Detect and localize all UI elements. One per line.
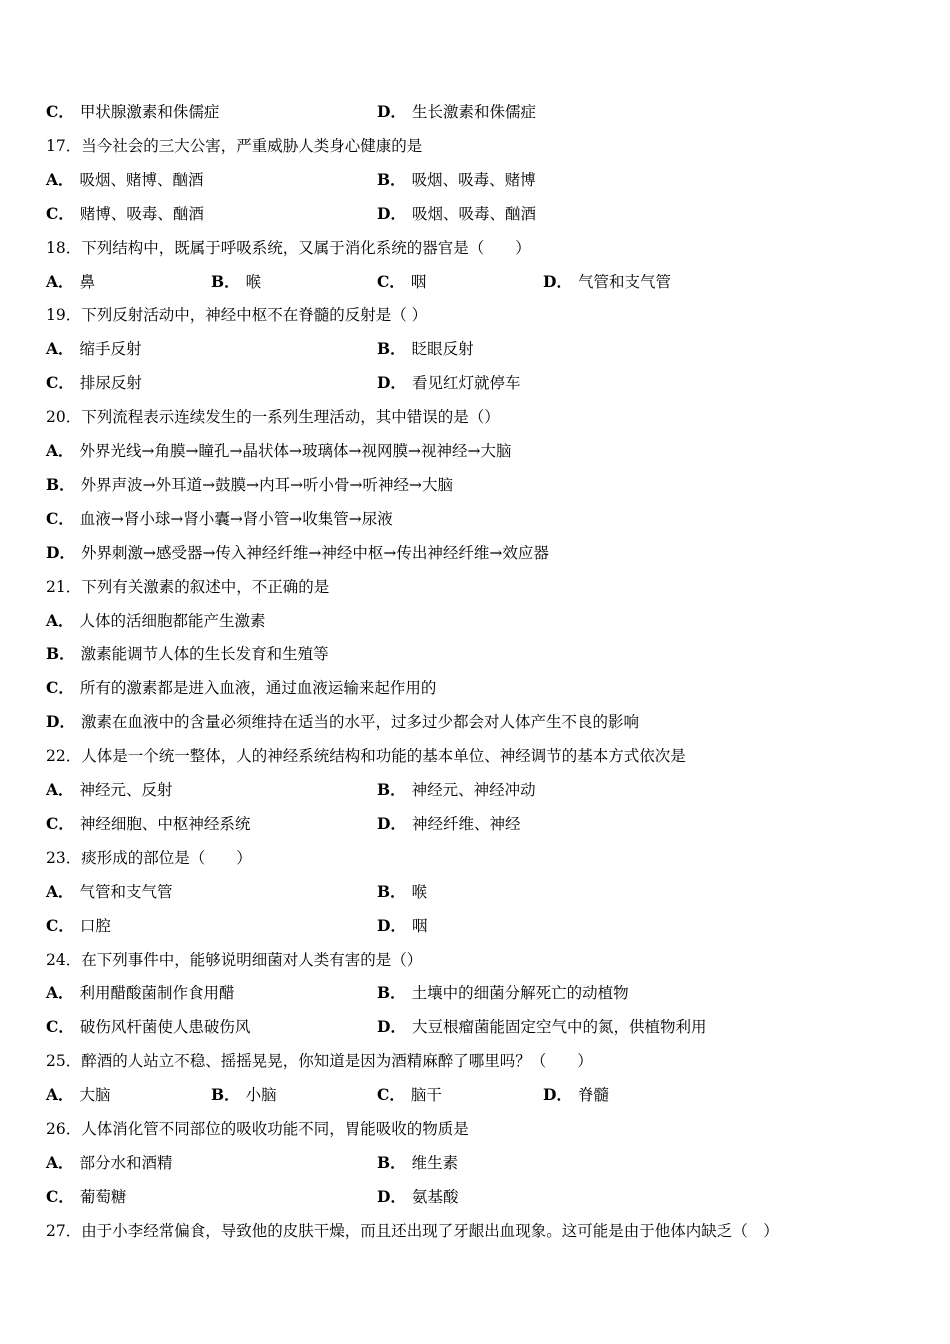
option-letter: D．	[377, 1017, 406, 1036]
option-text: 神经纤维、神经	[411, 815, 521, 833]
option-letter: B．	[211, 272, 240, 291]
option-text: 缩手反射	[79, 340, 142, 358]
option-letter: C．	[46, 1187, 74, 1206]
option-letter: D．	[377, 814, 406, 833]
option	[46, 439, 511, 463]
option-text: 激素能调节人体的生长发育和生殖等	[80, 645, 329, 663]
option-text: 外界声波→外耳道→鼓膜→内耳→听小骨→听神经→大脑	[80, 476, 454, 494]
option-text: 气管和支气管	[79, 883, 173, 901]
option-text: 外界刺激→感受器→传入神经纤维→神经中枢→传出神经纤维→效应器	[80, 544, 549, 562]
option-text: 气管和支气管	[577, 273, 671, 291]
option-letter: A．	[46, 339, 74, 358]
option	[46, 541, 549, 565]
option-text: 葡萄糖	[79, 1188, 127, 1206]
option-text: 喉	[245, 273, 262, 291]
option-letter: A．	[46, 441, 74, 460]
option-letter: D．	[377, 204, 406, 223]
option-text: 脊髓	[577, 1086, 609, 1104]
option	[211, 270, 261, 294]
option-text: 氨基酸	[411, 1188, 459, 1206]
option-text: 所有的激素都是进入血液，通过血液运输来起作用的	[79, 679, 437, 697]
question-stem: 19．下列反射活动中，神经中枢不在脊髓的反射是（ ）	[46, 306, 428, 324]
option-text: 吸烟、赌博、酗酒	[79, 171, 204, 189]
option	[377, 914, 427, 938]
option	[377, 100, 536, 124]
option-letter: C．	[46, 916, 74, 935]
option-text: 甲状腺激素和侏儒症	[79, 103, 220, 121]
option-letter: D．	[377, 102, 406, 121]
option-text: 人体的活细胞都能产生激素	[79, 612, 266, 630]
option-letter: B．	[377, 339, 406, 358]
question-stem: 24．在下列事件中，能够说明细菌对人类有害的是（）	[46, 951, 423, 969]
option-text: 脑干	[410, 1086, 442, 1104]
option-letter: D．	[46, 543, 75, 562]
option-letter: B．	[377, 780, 406, 799]
option-text: 利用醋酸菌制作食用醋	[79, 984, 235, 1002]
option-letter: B．	[46, 644, 75, 663]
question-stem: 18．下列结构中，既属于呼吸系统，又属于消化系统的器官是（ ）	[46, 239, 531, 257]
option-letter: A．	[46, 1085, 74, 1104]
option-letter: A．	[46, 170, 74, 189]
option-text: 眨眼反射	[411, 340, 474, 358]
question-stem: 17．当今社会的三大公害，严重威胁人类身心健康的是	[46, 137, 423, 155]
option-letter: C．	[46, 814, 74, 833]
option-text: 大脑	[79, 1086, 111, 1104]
option-letter: C．	[46, 678, 74, 697]
option-text: 血液→肾小球→肾小囊→肾小管→收集管→尿液	[79, 510, 393, 528]
option	[377, 1083, 442, 1107]
option	[377, 1151, 458, 1175]
option	[211, 1083, 277, 1107]
option-letter: A．	[46, 882, 74, 901]
option	[377, 270, 426, 294]
option-letter: A．	[46, 611, 74, 630]
option-text: 吸烟、吸毒、酗酒	[411, 205, 536, 223]
option-text: 维生素	[411, 1154, 459, 1172]
option-text: 神经元、神经冲动	[411, 781, 536, 799]
option-text: 土壤中的细菌分解死亡的动植物	[411, 984, 629, 1002]
option-letter: B．	[377, 170, 406, 189]
option	[46, 880, 173, 904]
option-letter: D．	[543, 1085, 572, 1104]
option	[46, 507, 393, 531]
option-text: 神经细胞、中枢神经系统	[79, 815, 251, 833]
option-text: 鼻	[79, 273, 96, 291]
option-letter: C．	[46, 102, 74, 121]
option	[46, 371, 142, 395]
option-text: 咽	[411, 917, 428, 935]
option-letter: A．	[46, 983, 74, 1002]
option	[377, 337, 474, 361]
option	[377, 371, 520, 395]
option	[46, 914, 111, 938]
option	[377, 1185, 458, 1209]
option	[46, 202, 204, 226]
option-text: 激素在血液中的含量必须维持在适当的水平，过多过少都会对人体产生不良的影响	[80, 713, 639, 731]
question-stem: 22．人体是一个统一整体，人的神经系统结构和功能的基本单位、神经调节的基本方式依次是	[46, 747, 686, 765]
option	[377, 880, 427, 904]
question-stem: 25．醉酒的人站立不稳、摇摇晃晃，你知道是因为酒精麻醉了哪里吗？（ ）	[46, 1052, 593, 1070]
option-letter: D．	[46, 712, 75, 731]
option	[46, 1015, 250, 1039]
option	[377, 778, 536, 802]
question-stem: 20．下列流程表示连续发生的一系列生理活动，其中错误的是（）	[46, 408, 500, 426]
question-stem: 27．由于小李经常偏食，导致他的皮肤干燥，而且还出现了牙龈出血现象。这可能是由于他体内缺乏（ ）	[46, 1222, 779, 1240]
option	[46, 676, 436, 700]
option	[377, 981, 629, 1005]
option	[46, 337, 142, 361]
option-letter: D．	[377, 1187, 406, 1206]
option-text: 破伤风杆菌使人患破伤风	[79, 1018, 251, 1036]
option-letter: A．	[46, 1153, 74, 1172]
option-letter: C．	[377, 272, 405, 291]
option-letter: C．	[46, 204, 74, 223]
option	[46, 1151, 173, 1175]
option	[46, 270, 95, 294]
option	[46, 168, 204, 192]
option	[46, 1083, 111, 1107]
option	[46, 981, 235, 1005]
option	[543, 1083, 609, 1107]
option-text: 排尿反射	[79, 374, 142, 392]
option	[46, 642, 329, 666]
option-text: 神经元、反射	[79, 781, 173, 799]
option	[46, 473, 453, 497]
option-text: 喉	[411, 883, 428, 901]
option-letter: A．	[46, 780, 74, 799]
option	[46, 1185, 126, 1209]
question-stem: 26．人体消化管不同部位的吸收功能不同，胃能吸收的物质是	[46, 1120, 469, 1138]
option	[377, 812, 520, 836]
option-text: 赌博、吸毒、酗酒	[79, 205, 204, 223]
option-letter: C．	[46, 509, 74, 528]
option-letter: B．	[46, 475, 75, 494]
option	[46, 812, 250, 836]
option	[46, 100, 219, 124]
option-letter: C．	[46, 373, 74, 392]
option-text: 生长激素和侏儒症	[411, 103, 536, 121]
option-text: 口腔	[79, 917, 111, 935]
question-stem: 23．痰形成的部位是（ ）	[46, 849, 252, 867]
option-text: 咽	[410, 273, 427, 291]
option	[46, 609, 266, 633]
option-letter: B．	[377, 1153, 406, 1172]
option-letter: C．	[46, 1017, 74, 1036]
option-text: 看见红灯就停车	[411, 374, 521, 392]
option-text: 吸烟、吸毒、赌博	[411, 171, 536, 189]
option	[543, 270, 671, 294]
option	[377, 168, 536, 192]
option-text: 外界光线→角膜→瞳孔→晶状体→玻璃体→视网膜→视神经→大脑	[79, 442, 512, 460]
option-text: 小脑	[245, 1086, 277, 1104]
option-letter: B．	[377, 983, 406, 1002]
option	[377, 1015, 706, 1039]
option-letter: B．	[211, 1085, 240, 1104]
option-letter: A．	[46, 272, 74, 291]
option-letter: D．	[377, 916, 406, 935]
option-letter: D．	[543, 272, 572, 291]
option	[377, 202, 536, 226]
option	[46, 710, 639, 734]
option-letter: D．	[377, 373, 406, 392]
option-text: 大豆根瘤菌能固定空气中的氮，供植物利用	[411, 1018, 707, 1036]
option-letter: B．	[377, 882, 406, 901]
option	[46, 778, 173, 802]
option-text: 部分水和酒精	[79, 1154, 173, 1172]
option-letter: C．	[377, 1085, 405, 1104]
question-stem: 21．下列有关激素的叙述中，不正确的是	[46, 578, 330, 596]
